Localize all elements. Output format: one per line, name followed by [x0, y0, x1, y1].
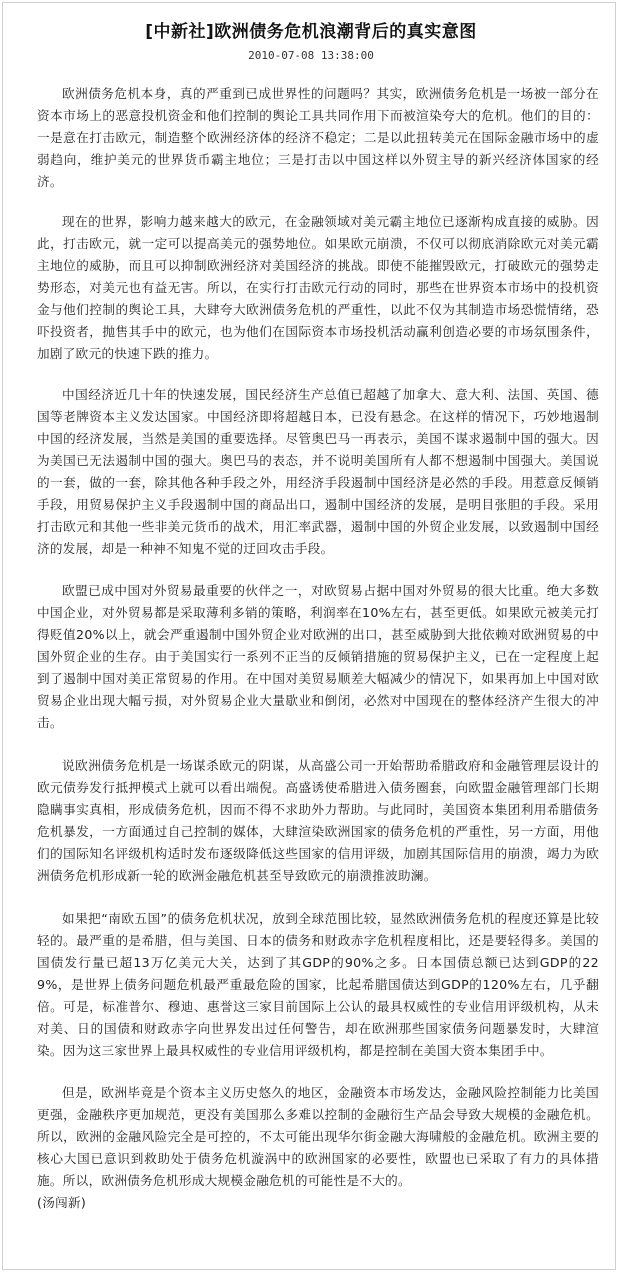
article-paragraph: 现在的世界，影响力越来越大的欧元，在金融领域对美元霸主地位已逐渐构成直接的威胁。因此，打击欧元，就一定可以提高美元的强势地位。如果欧元崩溃，不仅可以彻底消除欧元对美元霸主地位的威胁，而且可以抑制欧洲经济对美国经济的挑战。即使不能摧毁欧元，打破欧元的强势走势形态，对美元也有益无害。所以，在实行打击欧元行动的同时，那些在世界资本市场中的投机资金与他们控制的舆论工具，大肆夸大欧洲债务危机的严重性，以此不仅为其制造市场恐慌情绪，恐吓投资者，抛售其手中的欧元，也为他们在国际资本市场投机活动赢利创造必要的市场氛围条件，加剧了欧元的快速下跌的推力。 [37, 214, 599, 361]
article-paragraph: 中国经济近几十年的快速发展，国民经济生产总值已超越了加拿大、意大利、法国、英国、德国等老牌资本主义发达国家。中国经济即将超越日本，已没有悬念。在这样的情况下，巧妙地遏制中国的经济发展，当然是美国的重要选择。尽管奥巴马一再表示，美国不谋求遏制中国的强大。因为美国已无法遏制中国的强大。奥巴马的表态，并不说明美国所有人都不想遏制中国强大。美国说的一套，做的一套，除其他各种手段之外，用经济手段遏制中国经济是必然的手段。用惹意反倾销手段，用贸易保护主义手段遏制中国的商品出口，遏制中国经济的发展，是明目张胆的手段。采用打击欧元和其他一些非美元货币的战术，用汇率武器，遏制中国的外贸企业发展，以致遏制中国经济的发展，却是一种神不知鬼不觉的迂回攻击手段。 [37, 387, 599, 556]
article-frame [2, 2, 616, 1270]
article-paragraph: 如果把“南欧五国”的债务危机状况，放到全球范围比较，显然欧洲债务危机的程度还算是比较轻的。最严重的是希腊，但与美国、日本的债务和财政赤字危机程度相比，还是要轻得多。美国的国债发行量已超13万亿美元大关，达到了其GDP的90%之多。日本国债总额已达到GDP的229%，是世界上债务问题危机最严重最危险的国家，比起希腊国债达到GDP的120%左右，几乎翻倍。可是，标准普尔、穆迪、惠誉这三家目前国际上公认的最具权威性的专业信用评级机构，从未对美、日的国债和财政赤字向世界发出过任何警告，却在欧洲那些国家债务问题暴发时，大肆渲染。因为这三家世界上最具权威性的专业信用评级机构，都是控制在美国大资本集团手中。 [37, 911, 599, 1058]
article-title: [中新社]欧洲债务危机浪潮背后的真实意图 [145, 22, 477, 42]
article-paragraph: 说欧洲债务危机是一场谋杀欧元的阴谋，从高盛公司一开始帮助希腊政府和金融管理层设计的欧元债券发行抵押模式上就可以看出端倪。高盛诱使希腊进入债务圈套，向欧盟金融管理部门长期隐瞒事实真相，形成债务危机，因而不得不求助外力帮助。与此同时，美国资本集团利用希腊债务危机暴发，一方面通过自己控制的媒体，大肆渲染欧洲国家的债务危机的严重性，另一方面，用他们的国际知名评级机构适时发布逐级降低这些国家的信用评级，加剧其国际信用的崩溃，竭力为欧洲债务危机形成新一轮的欧洲金融危机甚至导致欧元的崩溃推波助澜。 [37, 758, 599, 883]
article-body [37, 77, 599, 1214]
article-paragraph: 欧盟已成中国对外贸易最重要的伙伴之一，对欧贸易占据中国对外贸易的很大比重。绝大多数中国企业，对外贸易都是采取薄利多销的策略，利润率在10%左右，甚至更低。如果欧元被美元打得贬值20%以上，就会严重遏制中国外贸企业对欧洲的出口，甚至威胁到大批依赖对欧洲贸易的中国外贸企业的生存。由于美国实行一系列不正当的反倾销措施的贸易保护主义，已在一定程度上起到了遏制中国对美正常贸易的作用。在中国对美贸易顺差大幅减少的情况下，如果再加上中国对欧贸易企业出现大幅亏损，对外贸易企业大量歇业和倒闭，必然对中国现在的整体经济产生很大的冲击。 [37, 583, 599, 730]
article-paragraph: 欧洲债务危机本身，真的严重到已成世界性的问题吗？其实，欧洲债务危机是一场被一部分在资本市场上的恶意投机资金和他们控制的舆论工具共同作用下而被渲染夸大的危机。他们的目的：一是意在打击欧元，制造整个欧洲经济体的经济不稳定；二是以此扭转美元在国际金融市场中的虚弱趋向，维护美元的世界货币霸主地位；三是打击以中国这样以外贸主导的新兴经济体国家的经济。 [37, 86, 599, 189]
publish-datetime: 2010-07-08 13:38:00 [248, 49, 374, 62]
article-author: (汤闯新) [37, 1195, 87, 1210]
article-paragraph: 但是，欧洲毕竟是个资本主义历史悠久的地区，金融资本市场发达，金融风险控制能力比美国更强，金融秩序更加规范，更没有美国那么多难以控制的金融衍生产品会导致大规模的金融危机。所以，欧洲的金融风险完全是可控的，不太可能出现华尔街金融大海啸般的金融危机。欧洲主要的核心大国已意识到救助处于债务危机漩涡中的欧洲国家的必要性，欧盟也已采取了有力的具体措施。所以，欧洲债务危机形成大规模金融危机的可能性是不大的。 [37, 1085, 599, 1188]
